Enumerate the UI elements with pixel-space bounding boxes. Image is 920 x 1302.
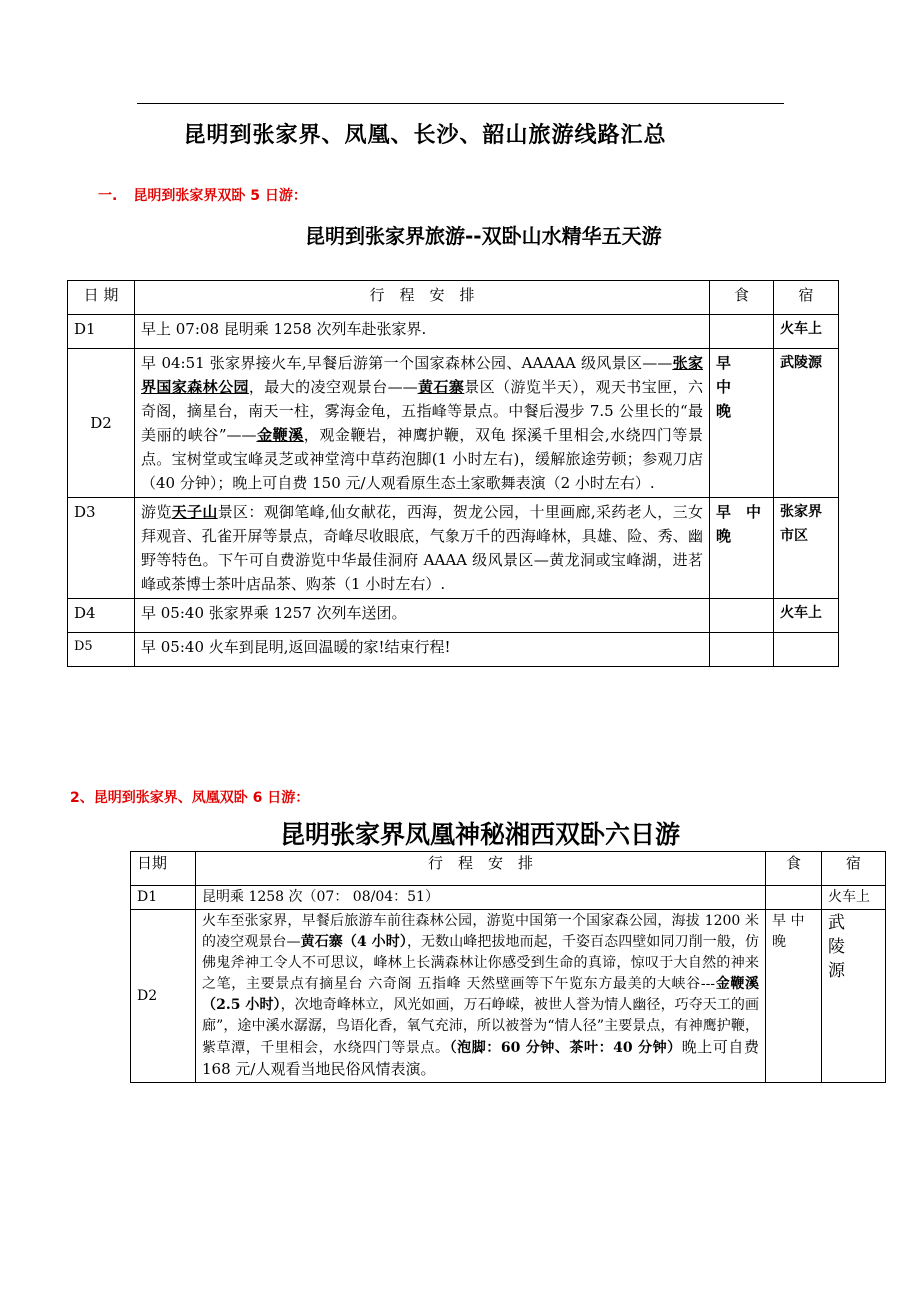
table-row [68,349,839,498]
day-cell: D2 [68,349,135,498]
table-row [131,886,886,910]
lodge-line: 源 [828,961,849,981]
plan-text: 景区（游览半天），观天书宝匣，六奇阁，摘星台，南天一柱，雾海金龟，五指峰等景点。中餐后漫步 7.5 公里长的“最美丽的峡谷”—— [141,378,703,444]
meal-dinner: 晚 [716,527,732,545]
highlight-huangshizhai: 黄石寨（4 小时） [300,934,407,950]
header-lodge: 宿 [822,852,886,886]
table-header-row [68,281,839,315]
plan-text: ，无数山峰把拔地而起，千姿百态四壁如同刀削一般，仿佛鬼斧神工令人不可思议，峰林上长满森林让你感受到生命的真谛，惊叹于大自然的神来之笔，主要景点有摘星台 六奇阁 五指峰 天然壁画等下午览东方最美的大峡谷--- [202,934,760,992]
header-meal: 食 [710,281,774,315]
meal-cell [710,498,774,599]
plan-text: 景区：观御笔峰,仙女献花，西海，贺龙公园，十里画廊,采药老人，三女拜观音、孔雀开屏等景点，奇峰尽收眼底，气象万千的西海峰林，具雄、险、秀、幽野等特色。下午可自费游览中华最佳洞府 AAAA 级风景区—黄龙洞或宝峰湖，进茗峰或茶博士茶叶店品茶、购茶（1 小时左右）. [141,503,703,593]
meal-cell [766,910,822,1083]
plan-cell: 早上 07:08 昆明乘 1258 次列车赴张家界. [135,315,710,349]
lodge-cell: 武陵源 [774,349,839,498]
lodge-cell [774,633,839,667]
plan-cell: 早 05:40 张家界乘 1257 次列车送团。 [135,599,710,633]
header-plan: 行 程 安 排 [196,852,766,886]
tour2-title: 昆明张家界凤凰神秘湘西双卧六日游 [280,820,681,849]
tour2-itinerary-table [130,851,886,1083]
lodge-cell: 张家界市区 [774,498,839,599]
tour1-title: 昆明到张家界旅游--双卧山水精华五天游 [305,224,662,248]
lodge-line: 武 陵 [828,913,849,957]
section1-heading [98,185,307,205]
section1-heading-text: 昆明到张家界双卧 5 日游： [133,188,307,204]
highlight-jinbianxi: 金鞭溪 [256,426,304,444]
section2-heading: 2、昆明到张家界、凤凰双卧 6 日游： [70,790,310,806]
lodge-cell: 火车上 [774,599,839,633]
meal-breakfast-lunch: 早 中 [716,503,762,521]
plan-cell [196,910,766,1083]
meal-breakfast-lunch: 早 中 [772,913,805,929]
header-lodge: 宿 [774,281,839,315]
meal-cell [710,315,774,349]
lodge-cell [822,910,886,1083]
plan-cell [135,498,710,599]
plan-text: 早 04:51 张家界接火车,早餐后游第一个国家森林公园、AAAAA 级风景区—— [141,354,673,372]
plan-text: ，最大的凌空观景台—— [248,378,418,396]
highlight-tianzishan: 天子山 [171,503,218,521]
day-cell: D4 [68,599,135,633]
plan-text: 火车至张家界，早餐后旅游车前往森林公园，游览中国第一个国家森公园，海拔 1200 米的凌空观景台— [202,913,759,950]
highlight-huangshizhai: 黄石寨 [417,378,465,396]
header-meal: 食 [766,852,822,886]
table-header-row [131,852,886,886]
highlight-forest-park: 张家界国家森林公园 [141,354,703,396]
table-row [68,633,839,667]
meal-cell [710,599,774,633]
header-date: 日 期 [68,281,135,315]
header-rule [137,103,784,104]
day-cell: D2 [131,910,196,1083]
day-cell: D1 [68,315,135,349]
highlight-shopping-note: （泡脚：60 分钟、茶叶：40 分钟） [449,1040,682,1056]
day-cell: D1 [131,886,196,910]
plan-text: 游览 [141,503,172,521]
plan-cell [135,349,710,498]
meal-lunch: 中 [716,378,732,396]
day-cell: D3 [68,498,135,599]
meal-cell [710,349,774,498]
table-row [131,910,886,1083]
plan-text: 晚上可自费 168 元/人观看当地民俗风情表演。 [202,1038,759,1078]
lodge-cell: 火车上 [822,886,886,910]
meal-breakfast: 早 [716,354,732,372]
plan-text: ，观金鞭岩，神鹰护鞭，双龟 探溪千里相会,水绕四门等景点。宝树堂或宝峰灵芝或神堂湾中草药泡脚(1 小时左右)，缓解旅途劳顿；参观刀店（40 分钟）；晚上可自费 150 元/人观看原生态土家歌舞表演（2 小时左右）. [141,426,703,492]
table-row [68,498,839,599]
plan-cell: 早 05:40 火车到昆明,返回温暖的家!结束行程! [135,633,710,667]
day-cell: D5 [68,633,135,667]
tour1-itinerary-table [67,280,839,667]
document-title: 昆明到张家界、凤凰、长沙、韶山旅游线路汇总 [183,123,667,148]
plan-cell: 昆明乘 1258 次（07： 08/04：51） [196,886,766,910]
table-row [68,315,839,349]
header-plan: 行 程 安 排 [135,281,710,315]
meal-cell [766,886,822,910]
lodge-cell: 火车上 [774,315,839,349]
meal-dinner: 晚 [716,402,732,420]
plan-text: ，次地奇峰林立，风光如画，万石峥嵘，被世人誉为情人幽径，巧夺天工的画廊”，途中溪水潺潺，鸟语化香，氧气充沛，所以被誉为“情人径”主要景点，有神鹰护鞭，紫草潭，千里相会，水绕四门等景点。 [202,997,760,1056]
meal-dinner: 晚 [772,934,786,950]
highlight-jinbianxi: 金鞭溪（2.5 小时） [202,976,760,1013]
table-row [68,599,839,633]
section1-number: 一. [98,188,118,204]
meal-cell [710,633,774,667]
header-date: 日期 [131,852,196,886]
